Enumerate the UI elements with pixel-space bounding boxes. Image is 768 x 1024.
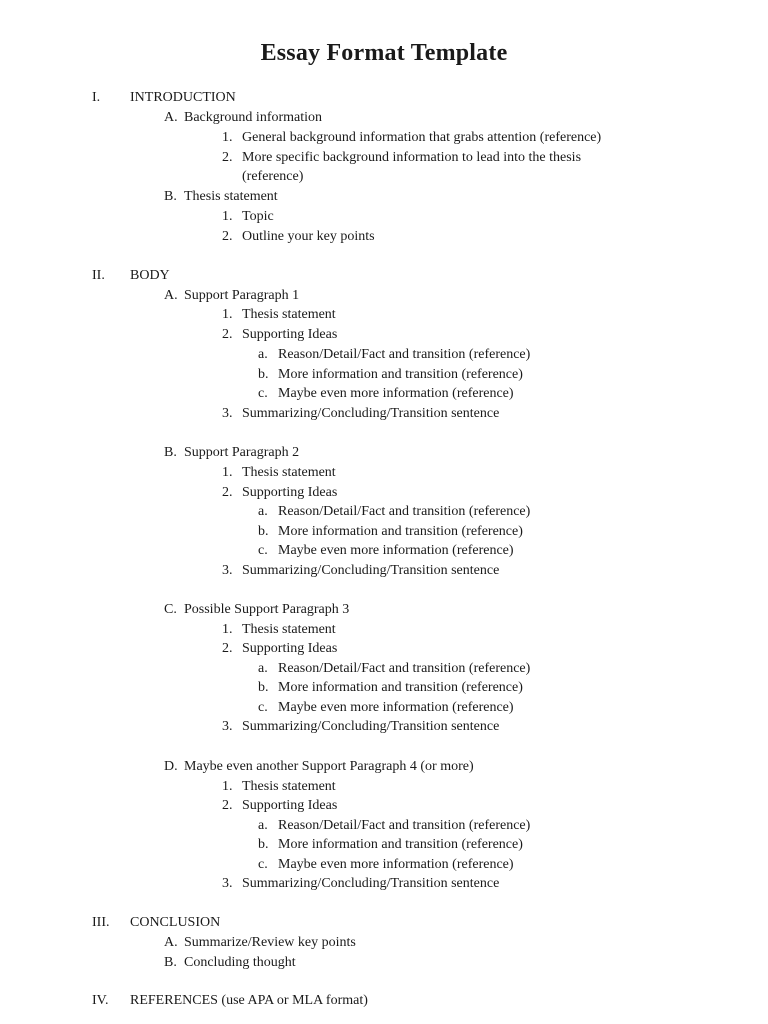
outline-number: 2.: [222, 150, 233, 165]
outline-item: Maybe even more information (reference): [278, 543, 514, 558]
outline-item: Summarizing/Concluding/Transition sentence: [242, 563, 500, 578]
outline-sub-letter: c.: [258, 386, 268, 401]
outline-item: Reason/Detail/Fact and transition (reference): [278, 661, 531, 676]
outline-item: Maybe even more information (reference): [278, 700, 514, 715]
outline-letter: C.: [164, 602, 177, 617]
outline-letter: B.: [164, 445, 177, 460]
outline-item: Supporting Ideas: [242, 798, 338, 813]
outline-sub-letter: c.: [258, 700, 268, 715]
outline-item: More specific background information to lead into the thesis: [242, 150, 582, 165]
outline-item: Support Paragraph 2: [184, 445, 300, 460]
section-number: I.: [92, 90, 101, 105]
section-number: IV.: [92, 993, 109, 1008]
outline-item: Reason/Detail/Fact and transition (reference): [278, 347, 531, 362]
outline-item: Supporting Ideas: [242, 641, 338, 656]
section-heading-conclusion: CONCLUSION: [130, 915, 221, 930]
outline-item: More information and transition (reference): [278, 837, 523, 852]
outline-item: More information and transition (reference): [278, 367, 523, 382]
outline-item: Maybe even more information (reference): [278, 386, 514, 401]
outline-number: 2.: [222, 485, 233, 500]
outline-item: Concluding thought: [184, 955, 296, 970]
outline-item: Reason/Detail/Fact and transition (reference): [278, 504, 531, 519]
outline-item: Thesis statement: [242, 465, 336, 480]
outline-sub-letter: c.: [258, 543, 268, 558]
outline-number: 1.: [222, 130, 233, 145]
outline-item: Summarizing/Concluding/Transition sentence: [242, 406, 500, 421]
outline-letter: B.: [164, 189, 177, 204]
outline-number: 2.: [222, 229, 233, 244]
outline-number: 1.: [222, 622, 233, 637]
outline-letter: A.: [164, 110, 178, 125]
outline-item: Possible Support Paragraph 3: [184, 602, 350, 617]
outline-number: 2.: [222, 327, 233, 342]
outline-item: Background information: [184, 110, 323, 125]
outline-item: Summarizing/Concluding/Transition sentence: [242, 876, 500, 891]
outline-item: Support Paragraph 1: [184, 288, 300, 303]
outline-sub-letter: c.: [258, 857, 268, 872]
outline-item: Supporting Ideas: [242, 327, 338, 342]
outline-sub-letter: b.: [258, 524, 269, 539]
outline-sub-letter: b.: [258, 680, 269, 695]
section-heading-body: BODY: [130, 268, 170, 283]
outline-number: 2.: [222, 641, 233, 656]
outline-sub-letter: a.: [258, 818, 268, 833]
outline-number: 3.: [222, 876, 233, 891]
outline-letter: A.: [164, 935, 178, 950]
outline-number: 3.: [222, 719, 233, 734]
outline-item: Summarizing/Concluding/Transition sentence: [242, 719, 500, 734]
outline-sub-letter: b.: [258, 837, 269, 852]
outline-number: 1.: [222, 779, 233, 794]
section-number: II.: [92, 268, 105, 283]
outline-item: Summarize/Review key points: [184, 935, 356, 950]
page-title: Essay Format Template: [260, 40, 508, 66]
outline-sub-letter: b.: [258, 367, 269, 382]
section-number: III.: [92, 915, 110, 930]
outline-item: Maybe even more information (reference): [278, 857, 514, 872]
outline-item: Supporting Ideas: [242, 485, 338, 500]
outline-item: Reason/Detail/Fact and transition (reference): [278, 818, 531, 833]
outline-letter: D.: [164, 759, 178, 774]
outline-item: Outline your key points: [242, 229, 375, 244]
outline-sub-letter: a.: [258, 347, 268, 362]
outline-number: 1.: [222, 465, 233, 480]
outline-item: Thesis statement: [242, 622, 336, 637]
outline-item: More information and transition (reference): [278, 524, 523, 539]
outline-item: Thesis statement: [184, 189, 278, 204]
outline-sub-letter: a.: [258, 504, 268, 519]
outline-number: 2.: [222, 798, 233, 813]
outline-item: Topic: [242, 209, 274, 224]
outline-number: 3.: [222, 563, 233, 578]
outline-item: Maybe even another Support Paragraph 4 (or more): [184, 759, 474, 774]
outline-item-continuation: (reference): [242, 169, 304, 184]
outline-item: General background information that grabs attention (reference): [242, 130, 602, 145]
outline-item: Thesis statement: [242, 779, 336, 794]
section-heading-references: REFERENCES (use APA or MLA format): [130, 993, 368, 1008]
outline-number: 1.: [222, 209, 233, 224]
outline-number: 3.: [222, 406, 233, 421]
outline-sub-letter: a.: [258, 661, 268, 676]
outline-item: More information and transition (reference): [278, 680, 523, 695]
section-heading-introduction: INTRODUCTION: [130, 90, 236, 105]
outline-number: 1.: [222, 307, 233, 322]
outline-letter: A.: [164, 288, 178, 303]
outline-letter: B.: [164, 955, 177, 970]
outline-item: Thesis statement: [242, 307, 336, 322]
